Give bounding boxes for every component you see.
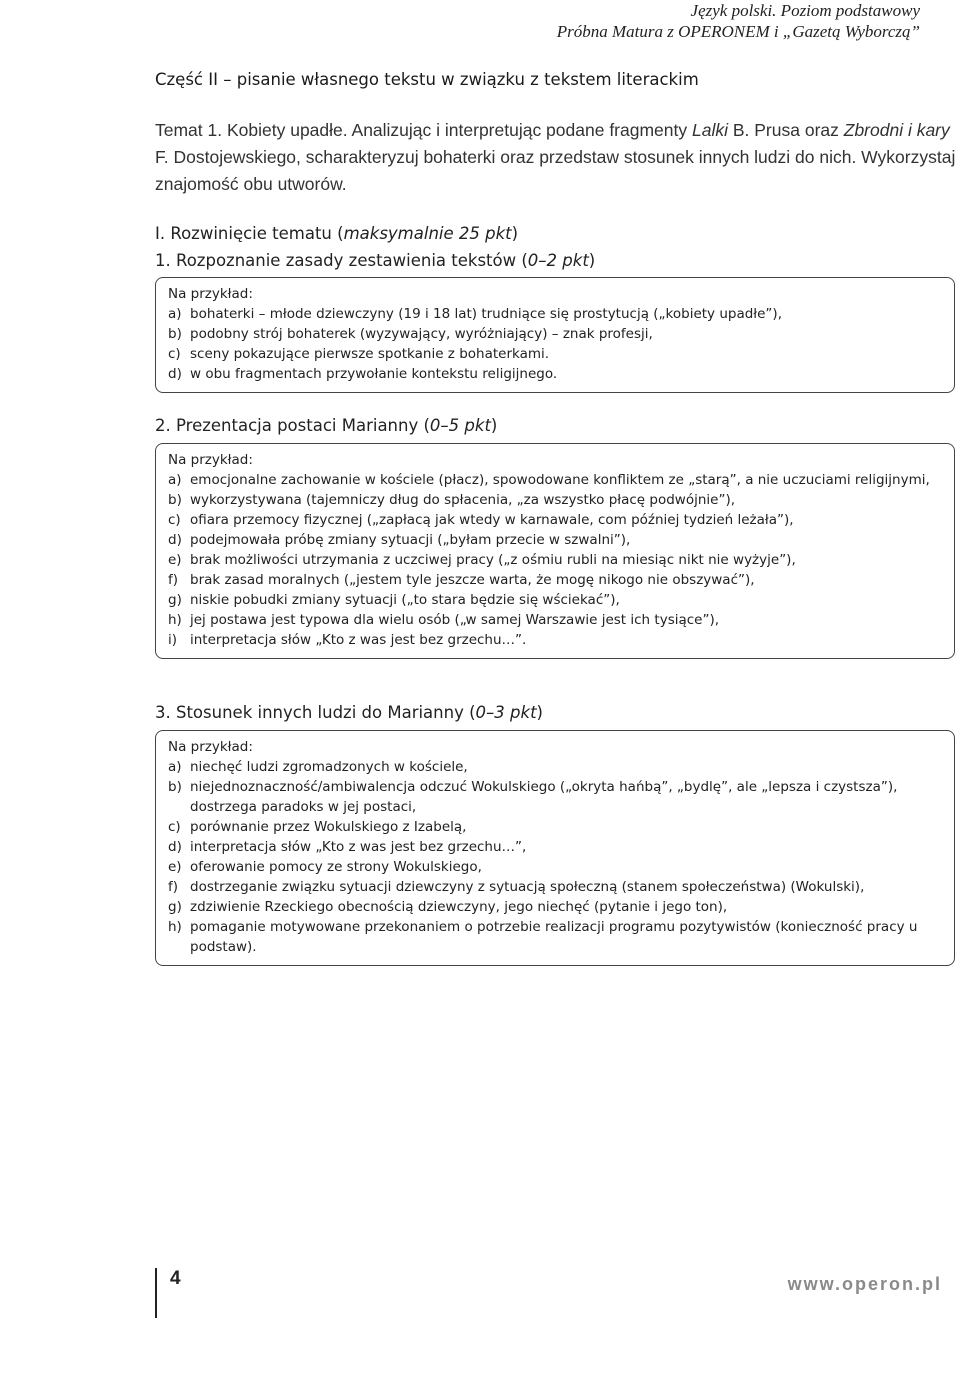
list-item: e) brak możliwości utrzymania z uczciwej pracy („z ośmiu rubli na miesiąc nikt nie wyżyje”), [168, 552, 796, 568]
header-exam-name: Próbna Matura z OPERONEM i „Gazetą Wyborczą” [556, 22, 920, 41]
topic-title-zbrodnia: Zbrodni i kary [843, 120, 950, 140]
list-item: a) niechęć ludzi zgromadzonych w kościele, [168, 759, 468, 775]
section-1-heading: 1. Rozpoznanie zasady zestawienia tekstów (0–2 pkt) [155, 251, 596, 270]
list-item: b) podobny strój bohaterek (wyzywający, wyróżniający) – znak profesji, [168, 326, 653, 342]
list-item: g) zdziwienie Rzeckiego obecnością dziewczyny, jego niechęć (pytanie i jego ton), [168, 899, 728, 915]
page-number: 4 [170, 1268, 181, 1289]
section-3-box [155, 730, 955, 966]
example-label: Na przykład: [168, 739, 253, 755]
section-3-heading: 3. Stosunek innych ludzi do Marianny (0–3 pkt) [155, 703, 543, 722]
list-item: d) podejmowała próbę zmiany sytuacji („byłam przecie w szwalni”), [168, 532, 631, 548]
list-item: f) brak zasad moralnych („jestem tyle jeszcze warta, że mogę nikogo nie obszywać”), [168, 572, 755, 588]
example-label: Na przykład: [168, 286, 253, 302]
list-item: d) interpretacja słów „Kto z was jest bez grzechu…”, [168, 839, 527, 855]
section-2-box [155, 443, 955, 659]
header-subject: Język polski. Poziom podstawowy [690, 1, 920, 20]
list-item: c) porównanie przez Wokulskiego z Izabelą, [168, 819, 467, 835]
topic-part: B. Prusa oraz [728, 120, 844, 140]
list-item: a) emocjonalne zachowanie w kościele (płacz), spowodowane konfliktem ze „starą”, a nie uczuciami religijnymi, [168, 472, 930, 488]
website-url: www.operon.pl [787, 1274, 942, 1294]
topic-part: Temat 1. Kobiety upadłe. Analizując i interpretując podane fragmenty [155, 120, 692, 140]
section-1-box [155, 277, 955, 393]
list-item: b) wykorzystywana (tajemniczy dług do spłacenia, „za wszystko płacę podwójnie”), [168, 492, 736, 508]
list-item: h) pomaganie motywowane przekonaniem o potrzebie realizacji programu pozytywistów (konieczność pracy u podstaw). [168, 919, 918, 955]
topic-part: F. Dostojewskiego, scharakteryzuj bohaterki oraz przedstaw stosunek innych ludzi do nich. Wykorzystaj znajomość obu utworów. [155, 147, 956, 194]
example-label: Na przykład: [168, 452, 253, 468]
page-header [557, 0, 920, 42]
part-title: Część II – pisanie własnego tekstu w związku z tekstem literackim [155, 70, 699, 89]
topic-text [155, 117, 960, 198]
section-2-heading: 2. Prezentacja postaci Marianny (0–5 pkt) [155, 416, 498, 435]
topic-title-lalka: Lalki [692, 120, 728, 140]
list-item: i) interpretacja słów „Kto z was jest bez grzechu…”. [168, 632, 527, 648]
section-main-heading: I. Rozwinięcie tematu (maksymalnie 25 pkt) [155, 224, 519, 243]
list-item: b) niejednoznaczność/ambiwalencja odczuć Wokulskiego („okryta hańbą”, „bydlę”, ale „lepsza i czystsza”), dostrzega paradoks w jej postaci, [168, 779, 898, 815]
list-item: e) oferowanie pomocy ze strony Wokulskiego, [168, 859, 482, 875]
list-item: c) sceny pokazujące pierwsze spotkanie z bohaterkami. [168, 346, 550, 362]
list-item: g) niskie pobudki zmiany sytuacji („to stara będzie się wściekać”), [168, 592, 620, 608]
list-item: d) w obu fragmentach przywołanie kontekstu religijnego. [168, 366, 558, 382]
list-item: h) jej postawa jest typowa dla wielu osób („w samej Warszawie jest ich tysiące”), [168, 612, 720, 628]
list-item: f) dostrzeganie związku sytuacji dziewczyny z sytuacją społeczną (stanem społeczeństwa) (Wokulski), [168, 879, 865, 895]
list-item: a) bohaterki – młode dziewczyny (19 i 18 lat) trudniące się prostytucją („kobiety upadłe”), [168, 306, 782, 322]
list-item: c) ofiara przemocy fizycznej („zapłacą jak wtedy w karnawale, com później tydzień leżała”), [168, 512, 794, 528]
footer-divider [155, 1268, 157, 1318]
